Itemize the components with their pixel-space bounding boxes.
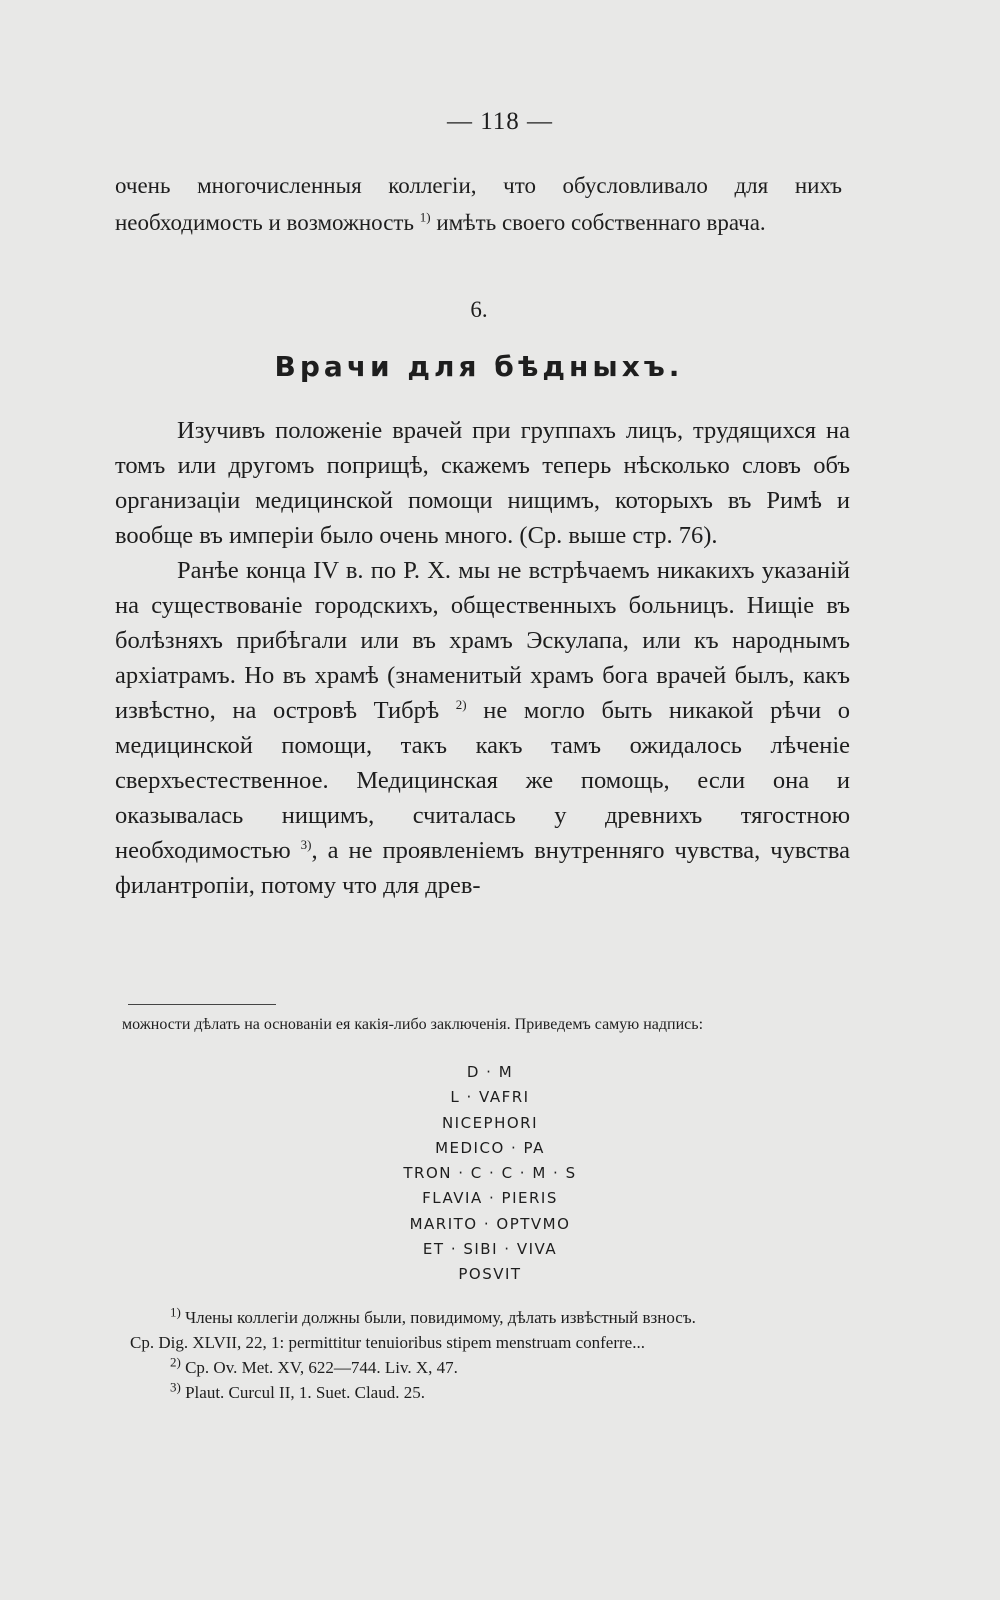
inscription-line: MARITO · OPTVMO	[409, 1214, 571, 1233]
paragraph-2	[115, 553, 850, 903]
footnote-2-text: Ср. Ov. Met. XV, 622—744. Liv. X, 47.	[180, 1358, 458, 1377]
footnote-3	[130, 1380, 842, 1405]
section-title: Врачи для бѣдныхъ.	[274, 350, 684, 383]
paragraph-2-part-3: , а не проявленіемъ внутренняго чувства, чувства филантропіи, потому что для древ-	[115, 837, 850, 899]
footnote-3-text: Plaut. Curcul II, 1. Suet. Claud. 25.	[180, 1383, 425, 1402]
page-number: — 118 —	[446, 108, 554, 135]
footnote-1-marker: 1)	[170, 1304, 181, 1320]
footnote-3-marker: 3)	[170, 1379, 181, 1395]
intro-text-start: очень многочисленныя коллегіи, что обусловливало для нихъ необходимость и возможность	[115, 173, 842, 235]
intro-paragraph	[115, 167, 842, 241]
inscription-line: POSVIT	[458, 1265, 522, 1284]
footnote-marker-1: 1)	[419, 209, 431, 225]
footnote-1	[130, 1305, 842, 1330]
body-text	[115, 413, 850, 903]
footnote-marker-2: 2)	[455, 696, 467, 712]
inscription-line: NICEPHORI	[441, 1113, 539, 1132]
continued-footnote: можности дѣлать на основаніи ея какія-либо заключенія. Приведемъ самую надпись:	[122, 1016, 704, 1033]
footnote-marker-3: 3)	[300, 836, 312, 852]
latin-inscription	[0, 1060, 980, 1288]
footnote-divider	[128, 1004, 276, 1005]
inscription-line: ET · SIBI · VIVA	[422, 1240, 558, 1259]
inscription-line: D · M	[466, 1063, 514, 1081]
footnote-2-marker: 2)	[170, 1354, 181, 1370]
footnote-1-text-continued: Ср. Dig. XLVII, 22, 1: permittitur tenuioribus stipem menstruam conferre...	[130, 1333, 645, 1352]
inscription-line: MEDICO · PA	[435, 1138, 545, 1157]
intro-text-end: имѣть своего собственнаго врача.	[430, 210, 766, 235]
footnote-1-continued	[130, 1330, 842, 1355]
inscription-line: L · VAFRI	[450, 1088, 530, 1107]
paragraph-2-part-2: не могло быть никакой рѣчи о медицинской помощи, такъ какъ тамъ ожидалось лѣченіе сверхъестественное. Медицинская же помощь, если она и оказывалась нищимъ, считалась у древнихъ тягостною необходимостью	[115, 697, 850, 864]
section-number: 6.	[470, 297, 488, 322]
paragraph-2-part-1: Ранѣе конца IV в. по Р. Х. мы не встрѣчаемъ никакихъ указаній на существованіе городскихъ, общественныхъ больницъ. Нищіе въ болѣзняхъ прибѣгали или въ храмъ Эскулапа, или къ народнымъ архіатрамъ. Но въ храмѣ (знаменитый храмъ бога врачей былъ, какъ извѣстно, на островѣ Тибрѣ	[115, 557, 850, 724]
inscription-line: FLAVIA · PIERIS	[422, 1189, 558, 1208]
footnote-2	[130, 1355, 842, 1380]
footnotes	[130, 1305, 842, 1405]
inscription-line: TRON · C · C · M · S	[403, 1164, 577, 1183]
footnote-1-text: Члены коллегіи должны были, повидимому, дѣлать извѣстный взносъ.	[180, 1308, 696, 1327]
paragraph-1: Изучивъ положеніе врачей при группахъ лицъ, трудящихся на томъ или другомъ поприщѣ, скажемъ теперь нѣсколько словъ объ организаціи медицинской помощи нищимъ, которыхъ въ Римѣ и вообще въ имперіи было очень много. (Ср. выше стр. 76).	[115, 417, 850, 549]
